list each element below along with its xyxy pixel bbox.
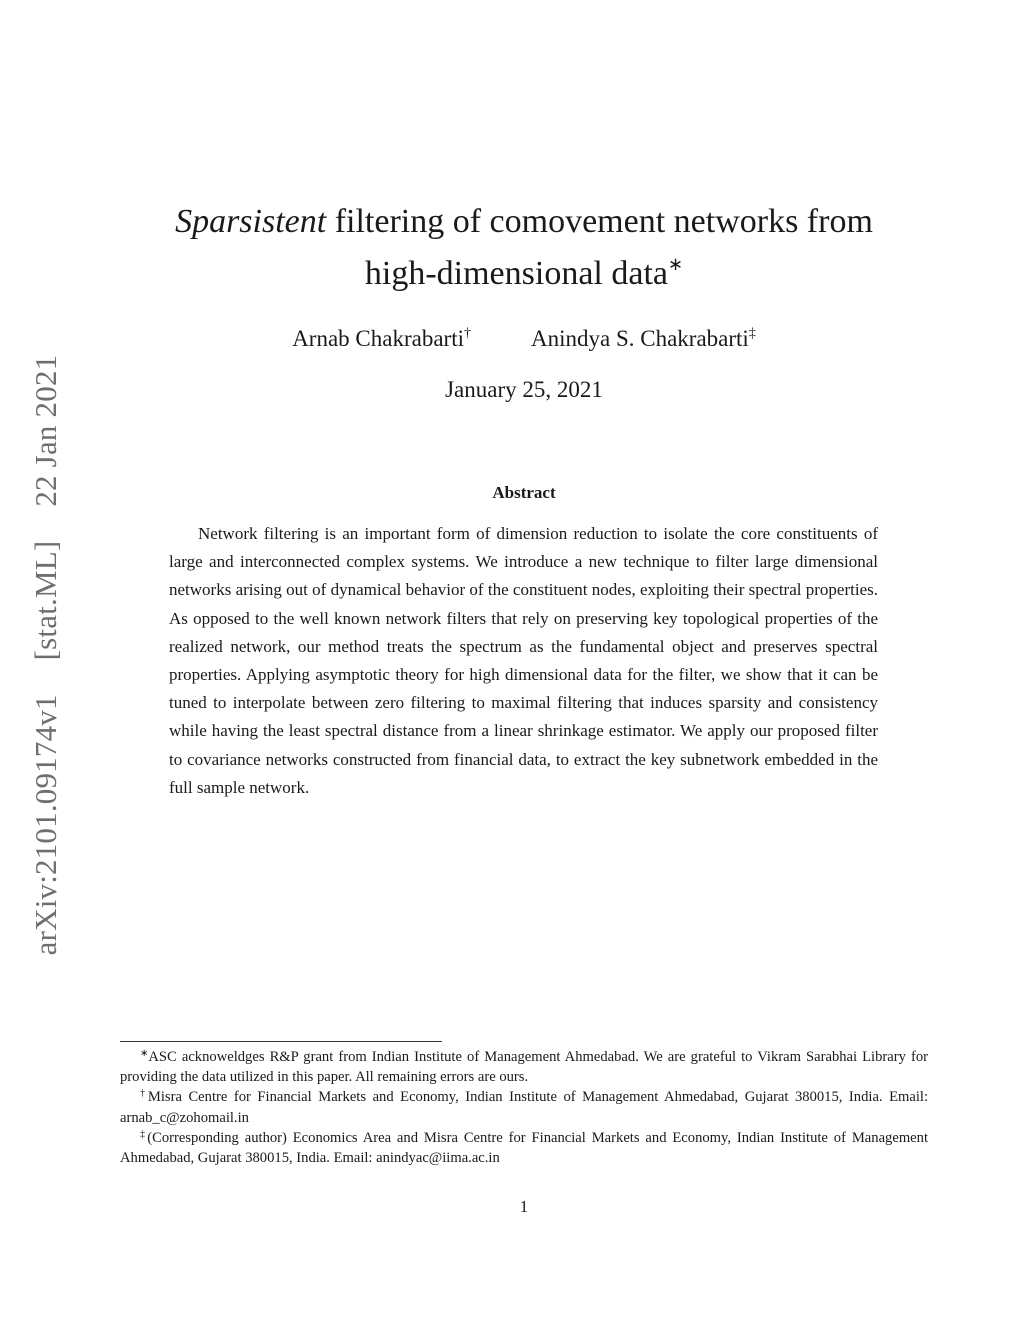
title-line2: high-dimensional data (364, 255, 668, 292)
title-emphasis: Sparsistent (175, 203, 327, 240)
footnote-rule (120, 1041, 442, 1042)
paper-date: January 25, 2021 (445, 377, 603, 402)
arxiv-id[interactable]: arXiv:2101.09174v1 (28, 694, 63, 956)
author-2-mark[interactable]: ‡ (748, 326, 756, 341)
author-2 (531, 326, 756, 352)
author-2-name: Anindya S. Chakrabarti (530, 326, 749, 351)
paper-title (120, 196, 928, 300)
title-footnote-mark[interactable]: ∗ (668, 254, 684, 274)
footnote-text: ASC acknoweldges R&P grant from Indian Institute of Management Ahmedabad. We are grateful to Vikram Sarabhai Library for providing the data utilized in this paper. All remaining errors are ours. (120, 1049, 928, 1086)
arxiv-category: [stat.ML] (28, 540, 63, 661)
abstract-text: Network filtering is an important form of dimension reduction to isolate the core constituents of large and interconnected complex systems. We introduce a new technique to filter large dimensional networks arising out of dynamical behavior of the constituent nodes, exploiting their spectral properties. As opposed to the well known network filters that rely on preserving key topological properties of the realized network, our method treats the spectrum as the fundamental object and preserves spectral properties. Applying asymptotic theory for high dimensional data for the filter, we show that it can be tuned to interpolate between zero filtering to maximal filtering that induces sparsity and consistency while having the least spectral distance from a linear shrinkage estimator. We apply our proposed filter to covariance networks constructed from financial data, to extract the key subnetwork embedded in the full sample network. (169, 524, 878, 797)
footnote-mark: † (140, 1088, 148, 1100)
footnote-text: Misra Centre for Financial Markets and Economy, Indian Institute of Management Ahmedabad, Gujarat 380015, India. Email: arnab_c@zohomail.in (120, 1089, 928, 1126)
author-1-name: Arnab Chakrabarti (292, 326, 464, 351)
author-list (120, 326, 928, 352)
arxiv-side-stamp (16, 355, 76, 955)
footnote (120, 1128, 928, 1168)
title-line1: filtering of comovement networks from (326, 203, 873, 240)
page-number: 1 (519, 1197, 529, 1216)
arxiv-date: 22 Jan 2021 (28, 354, 63, 507)
footnote-mark: ∗ (140, 1048, 149, 1059)
footnote (120, 1047, 928, 1087)
footnote-text: (Corresponding author) Economics Area and Misra Centre for Financial Markets and Economy, Indian Institute of Management Ahmedabad, Gujarat 380015, India. Email: anindyac@iima.ac.in (120, 1129, 929, 1167)
author-1-mark[interactable]: † (463, 326, 471, 341)
footnotes (120, 1047, 928, 1168)
abstract-heading: Abstract (492, 483, 556, 502)
author-1 (292, 326, 471, 352)
footnote-mark: ‡ (140, 1128, 148, 1140)
footnote (120, 1087, 928, 1127)
